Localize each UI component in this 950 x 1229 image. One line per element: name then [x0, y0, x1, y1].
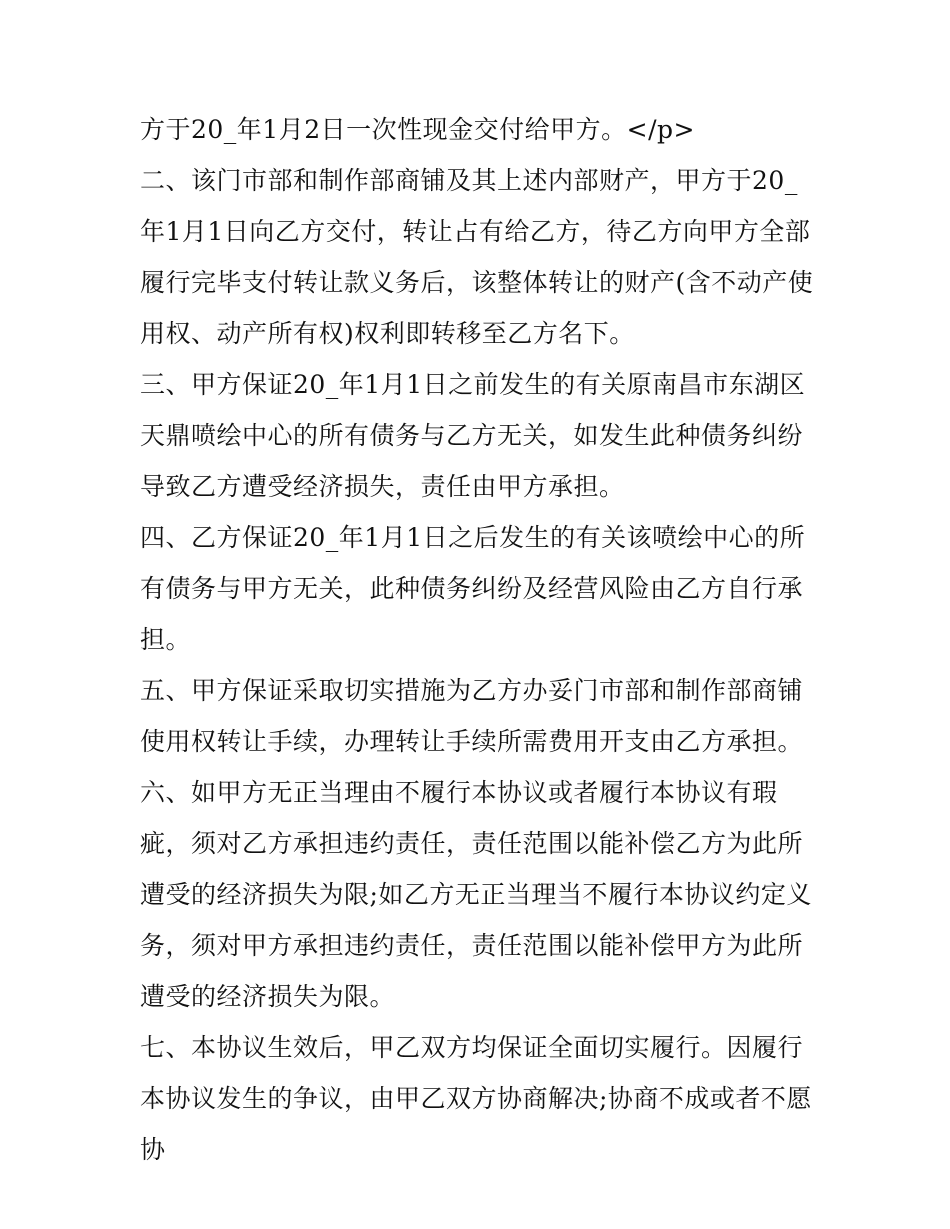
paragraph-clause-2: 二、该门市部和制作部商铺及其上述内部财产，甲方于20_年1月1日向乙方交付，转让占有给乙方，待乙方向甲方全部履行完毕支付转让款义务后，该整体转让的财产(含不动产使用权、动产所有权)权利即转移至乙方名下。 [140, 166, 814, 348]
paragraph-clause-3: 三、甲方保证20_年1月1日之前发生的有关原南昌市东湖区天鼎喷绘中心的所有债务与乙方无关，如发生此种债务纠纷导致乙方遭受经济损失，责任由甲方承担。 [140, 370, 806, 501]
paragraph-clause-4: 四、乙方保证20_年1月1日之后发生的有关该喷绘中心的所有债务与甲方无关，此种债务纠纷及经营风险由乙方自行承担。 [140, 523, 806, 654]
paragraph-clause-7: 七、本协议生效后，甲乙双方均保证全面切实履行。因履行本协议发生的争议，由甲乙双方协商解决;协商不成或者不愿协 [140, 1033, 812, 1164]
paragraph-payment-tail: 方于20_年1月2日一次性现金交付给甲方。</p> [140, 115, 695, 144]
document-body [140, 104, 820, 1175]
paragraph-clause-6: 六、如甲方无正当理由不履行本协议或者履行本协议有瑕疵，须对乙方承担违约责任，责任范围以能补偿乙方为此所遭受的经济损失为限;如乙方无正当理当不履行本协议约定义务，须对甲方承担违约责任，责任范围以能补偿甲方为此所遭受的经济损失为限。 [140, 778, 812, 1011]
paragraph-clause-5: 五、甲方保证采取切实措施为乙方办妥门市部和制作部商铺使用权转让手续，办理转让手续所需费用开支由乙方承担。 [140, 676, 804, 756]
